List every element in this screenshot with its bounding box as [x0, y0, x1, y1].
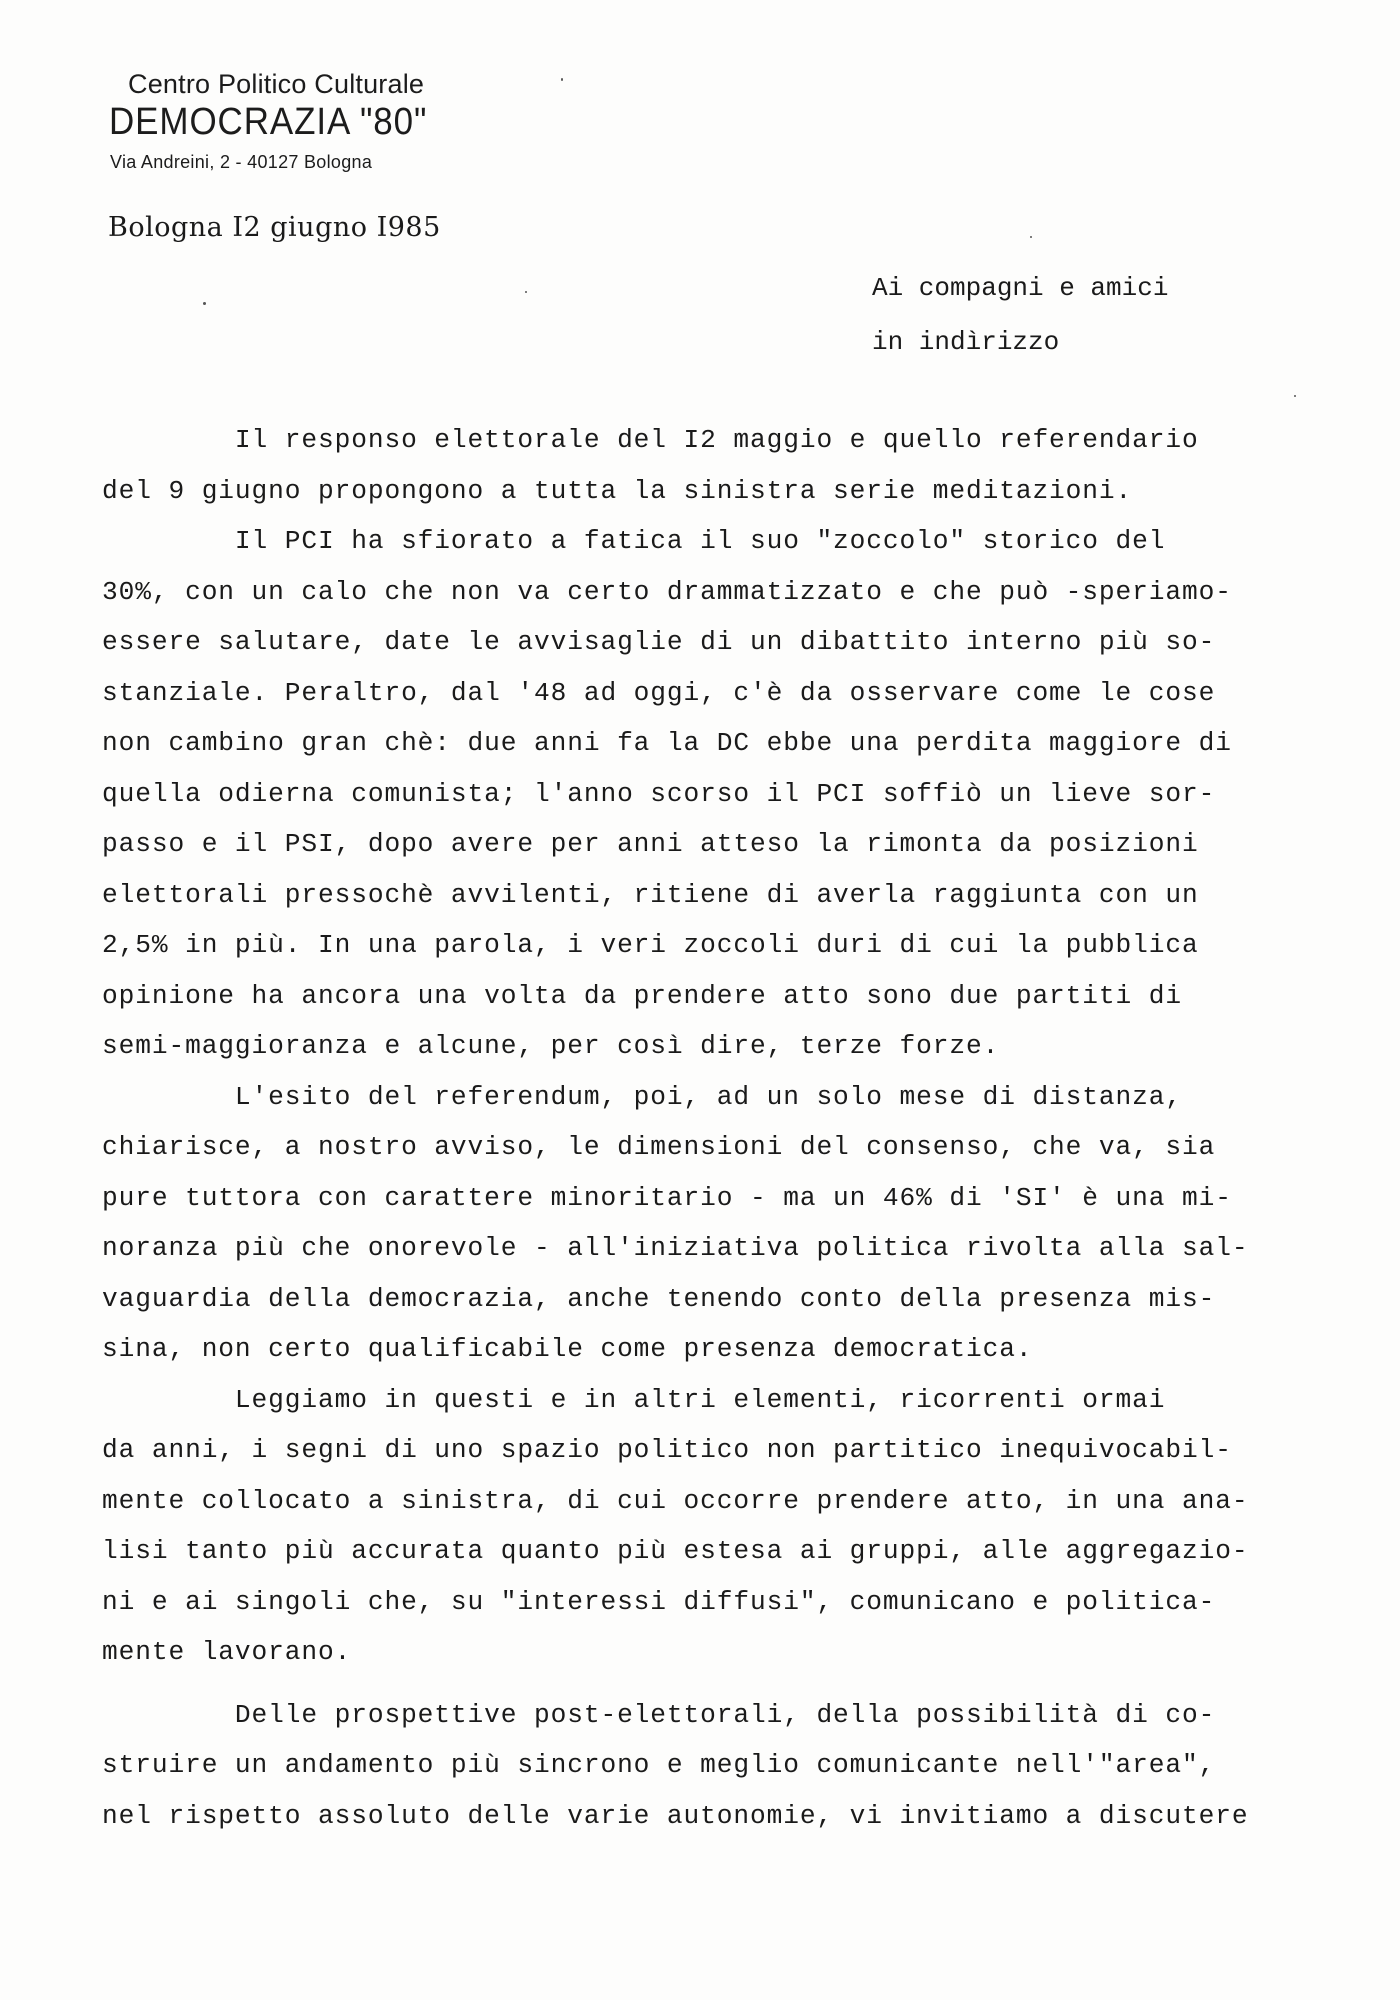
body-text-line: L'esito del referendum, poi, ad un solo mese di distanza,	[102, 1081, 1182, 1112]
paper-speck	[561, 78, 563, 81]
body-text-line: Delle prospettive post-elettorali, della possibilità di co-	[102, 1699, 1216, 1730]
body-text-line: 30%, con un calo che non va certo drammatizzato e che può -speriamo-	[102, 576, 1232, 607]
body-paragraph	[102, 516, 1352, 1072]
paper-speck	[525, 291, 527, 293]
letterhead	[109, 68, 508, 176]
body-text-line: pure tuttora con carattere minoritario - ma un 46% di 'SI' è una mi-	[102, 1182, 1232, 1213]
body-text-line: vaguardia della democrazia, anche tenendo conto della presenza mis-	[102, 1283, 1216, 1314]
body-text-line: elettorali pressochè avvilenti, ritiene di averla raggiunta con un	[102, 879, 1199, 910]
body-text-line: nel rispetto assoluto delle varie autonomie, vi invitiamo a discutere	[102, 1800, 1249, 1831]
recipient-block	[872, 261, 1168, 369]
body-text-line: da anni, i segni di uno spazio politico non partitico inequivocabil-	[102, 1435, 1232, 1465]
body-text-line: Leggiamo in questi e in altri elementi, ricorrenti ormai	[102, 1384, 1166, 1415]
body-text-line: essere salutare, date le avvisaglie di un dibattito interno più so-	[102, 627, 1216, 657]
body-text-line: quella odierna comunista; l'anno scorso il PCI soffiò un lieve sor-	[102, 778, 1216, 809]
body-text-line: 2,5% in più. In una parola, i veri zoccoli duri di cui la pubblica	[102, 930, 1199, 960]
body-text-line: mente lavorano.	[102, 1637, 352, 1667]
body-text-line: sina, non certo qualificabile come presenza democratica.	[102, 1334, 1033, 1364]
body-text-line: stanziale. Peraltro, dal '48 ad oggi, c'è da osservare come le cose	[102, 677, 1216, 708]
letter-date: Bologna I2 giugno I985	[108, 212, 441, 243]
letterhead-address: Via Andreini, 2 - 40127 Bologna	[110, 152, 373, 172]
letterhead-organization-type: Centro Politico Culturale	[128, 69, 425, 99]
body-paragraph	[102, 415, 1352, 516]
letterhead-organization-name: DEMOCRAZIA "80"	[109, 101, 428, 143]
body-text-line: passo e il PSI, dopo avere per anni atteso la rimonta da posizioni	[102, 829, 1199, 859]
body-paragraph	[102, 1072, 1352, 1375]
paper-speck	[1294, 395, 1296, 397]
recipient-line: in indìrizzo	[872, 327, 1060, 357]
body-text-line: non cambino gran chè: due anni fa la DC ebbe una perdita maggiore di	[102, 728, 1232, 758]
body-text-line: Il responso elettorale del I2 maggio e quello referendario	[102, 425, 1199, 455]
paper-speck	[203, 302, 206, 305]
body-text-line: chiarisce, a nostro avviso, le dimensioni del consenso, che va, sia	[102, 1132, 1216, 1162]
body-text-line: mente collocato a sinistra, di cui occorre prendere atto, in una ana-	[102, 1485, 1249, 1516]
body-text-line: del 9 giugno propongono a tutta la sinistra serie meditazioni.	[102, 475, 1133, 506]
body-text-line: opinione ha ancora una volta da prendere atto sono due partiti di	[102, 980, 1182, 1011]
body-text-line: Il PCI ha sfiorato a fatica il suo "zoccolo" storico del	[102, 526, 1166, 556]
body-text-line: ni e ai singoli che, su "interessi diffusi", comunicano e politica-	[102, 1586, 1216, 1617]
body-text-line: lisi tanto più accurata quanto più estesa ai gruppi, alle aggregazio-	[102, 1536, 1249, 1566]
body-text-line: struire un andamento più sincrono e meglio comunicante nell'"area",	[102, 1750, 1216, 1780]
recipient-line: Ai compagni e amici	[872, 273, 1169, 303]
paper-speck	[1030, 236, 1032, 238]
body-paragraph	[102, 1690, 1352, 1842]
body-paragraph	[102, 1375, 1352, 1678]
letter-body	[102, 415, 1352, 1841]
body-text-line: noranza più che onorevole - all'iniziativa politica rivolta alla sal-	[102, 1233, 1249, 1263]
body-text-line: semi-maggioranza e alcune, per così dire, terze forze.	[102, 1031, 1000, 1061]
paragraph-spacer	[102, 1678, 1352, 1690]
